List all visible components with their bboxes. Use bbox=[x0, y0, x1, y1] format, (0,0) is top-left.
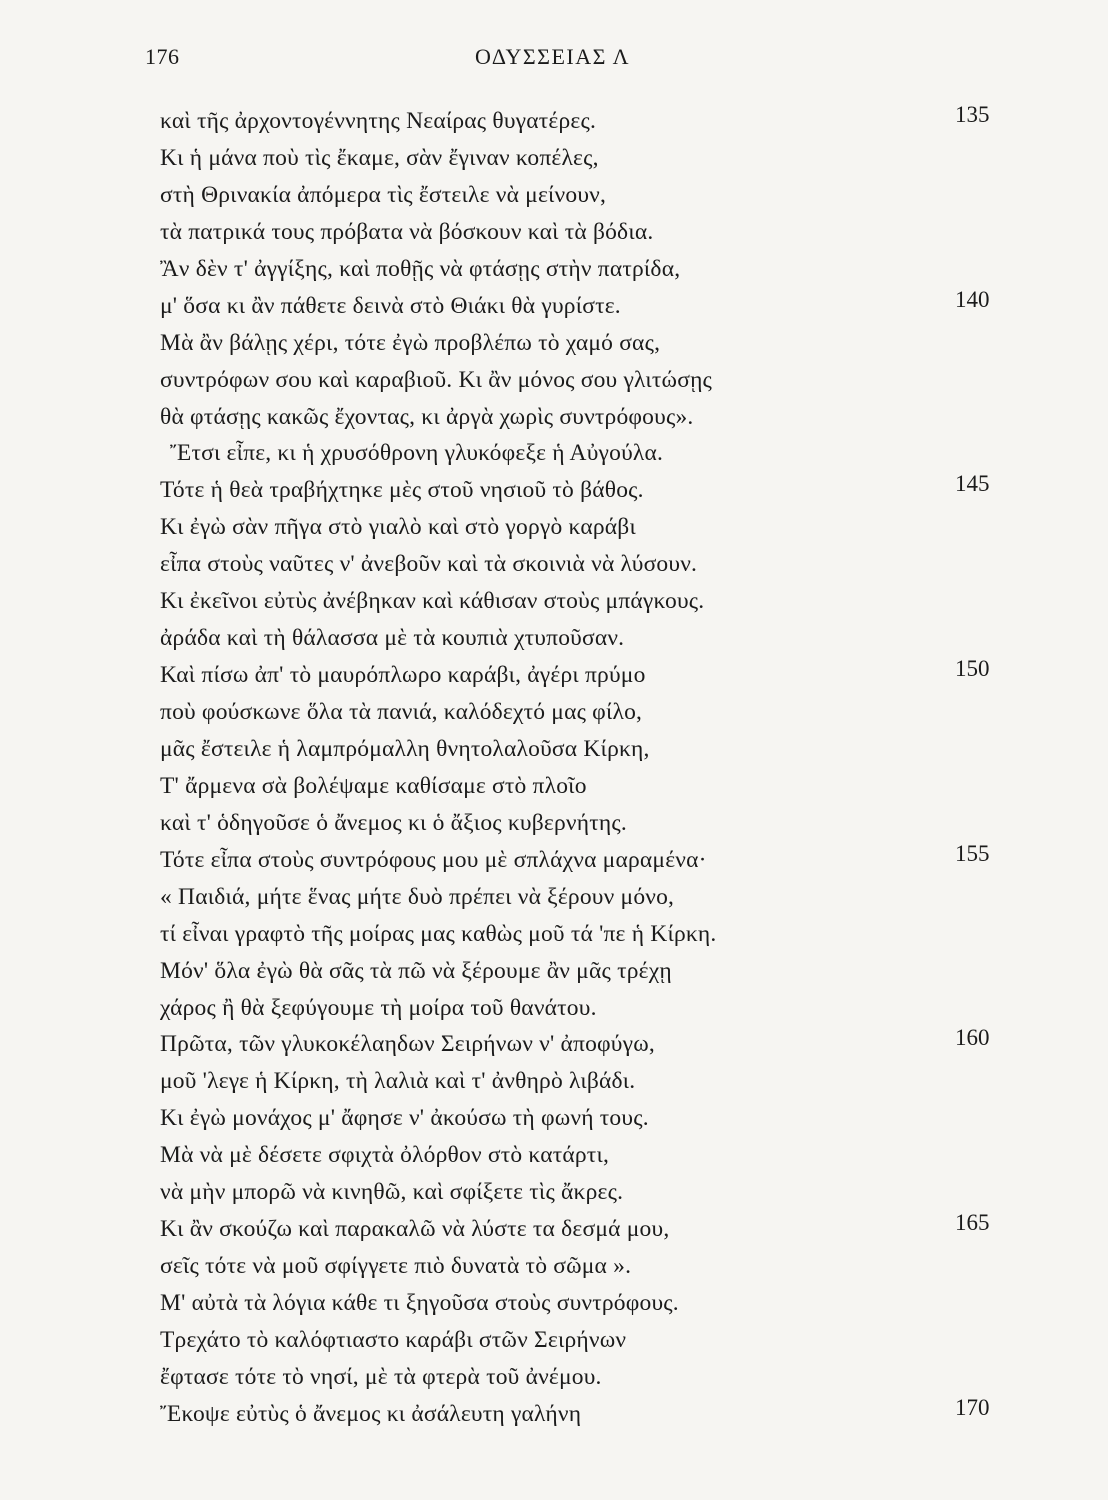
verse-text: Καὶ πίσω ἀπ' τὸ μαυρόπλωρο καράβι, ἀγέρι πρύμο bbox=[160, 662, 646, 689]
verse-text: Τ' ἄρμενα σὰ βολέψαμε καθίσαμε στὸ πλοῖο bbox=[160, 772, 587, 799]
verse-line bbox=[160, 805, 1000, 842]
verse-text: νὰ μὴν μπορῶ νὰ κινηθῶ, καὶ σφίξετε τὶς ἄκρες. bbox=[160, 1179, 624, 1206]
verse-line bbox=[160, 620, 1000, 657]
line-number: 140 bbox=[955, 286, 990, 312]
verse-text: μοῦ 'λεγε ἡ Κίρκη, τὴ λαλιὰ καὶ τ' ἀνθηρὸ λιβάδι. bbox=[160, 1068, 636, 1095]
verse-line bbox=[160, 1285, 1000, 1322]
verse-text: ἀράδα καὶ τὴ θάλασσα μὲ τὰ κουπιὰ χτυποῦσαν. bbox=[160, 625, 625, 652]
verse-text: ποὺ φούσκωνε ὅλα τὰ πανιά, καλόδεχτό μας φίλο, bbox=[160, 699, 643, 725]
verse-block bbox=[160, 103, 1000, 1433]
verse-line bbox=[160, 399, 1000, 436]
page-header bbox=[145, 44, 935, 80]
verse-line bbox=[160, 1026, 1000, 1063]
verse-text: ἔφτασε τότε τὸ νησί, μὲ τὰ φτερὰ τοῦ ἀνέμου. bbox=[160, 1363, 602, 1390]
verse-line bbox=[160, 583, 1000, 620]
verse-line bbox=[160, 435, 1000, 472]
verse-line bbox=[160, 1322, 1000, 1359]
verse-line bbox=[160, 251, 1000, 288]
verse-line bbox=[160, 140, 1000, 177]
verse-line bbox=[160, 694, 1000, 731]
verse-line bbox=[160, 546, 1000, 583]
verse-text: σεῖς τότε νὰ μοῦ σφίγγετε πιὸ δυνατὰ τὸ σῶμα ». bbox=[160, 1253, 632, 1280]
verse-text: τὰ πατρικά τους πρόβατα νὰ βόσκουν καὶ τὰ βόδια. bbox=[160, 218, 654, 245]
verse-text: Ἂν δὲν τ' ἀγγίξης, καὶ ποθῇς νὰ φτάσῃς στὴν πατρίδα, bbox=[160, 255, 681, 282]
verse-text: μ' ὅσα κι ἂν πάθετε δεινὰ στὸ Θιάκι θὰ γυρίστε. bbox=[160, 292, 621, 319]
verse-line bbox=[160, 1396, 1000, 1433]
line-number: 170 bbox=[955, 1394, 990, 1420]
verse-text: καὶ τ' ὁδηγοῦσε ὁ ἄνεμος κι ὁ ἄξιος κυβερνήτης. bbox=[160, 809, 627, 836]
verse-text: Κι ἐκεῖνοι εὐτὺς ἀνέβηκαν καὶ κάθισαν στοὺς μπάγκους. bbox=[160, 588, 705, 615]
verse-text: « Παιδιά, μήτε ἕνας μήτε δυὸ πρέπει νὰ ξέρουν μόνο, bbox=[160, 883, 675, 910]
verse-line bbox=[160, 103, 1000, 140]
verse-line bbox=[160, 362, 1000, 399]
verse-text: καὶ τῆς ἀρχοντογέννητης Νεαίρας θυγατέρες. bbox=[160, 108, 597, 134]
verse-line bbox=[160, 1174, 1000, 1211]
verse-line bbox=[160, 990, 1000, 1027]
line-number: 160 bbox=[955, 1025, 990, 1051]
verse-line bbox=[160, 879, 1000, 916]
verse-text: Μ' αὐτὰ τὰ λόγια κάθε τι ξηγοῦσα στοὺς συντρόφους. bbox=[160, 1290, 679, 1316]
verse-line bbox=[160, 1100, 1000, 1137]
line-number: 135 bbox=[955, 102, 990, 127]
verse-line bbox=[160, 288, 1000, 325]
verse-line bbox=[160, 1211, 1000, 1248]
verse-line bbox=[160, 916, 1000, 953]
verse-line bbox=[160, 1063, 1000, 1100]
verse-text: εἶπα στοὺς ναῦτες ν' ἀνεβοῦν καὶ τὰ σκοινιὰ νὰ λύσουν. bbox=[160, 551, 698, 578]
verse-line bbox=[160, 1359, 1000, 1396]
line-number: 150 bbox=[955, 656, 990, 682]
running-title: ΟΔΥΣΣΕΙΑΣ Λ bbox=[475, 44, 631, 69]
verse-text: Τότε ἡ θεὰ τραβήχτηκε μὲς στοῦ νησιοῦ τὸ βάθος. bbox=[160, 477, 644, 504]
verse-line bbox=[160, 842, 1000, 879]
line-number: 165 bbox=[955, 1210, 990, 1236]
verse-text: Μὰ νὰ μὲ δέσετε σφιχτὰ ὀλόρθον στὸ κατάρτι, bbox=[160, 1142, 610, 1169]
verse-text: Πρῶτα, τῶν γλυκοκέλαηδων Σειρήνων ν' ἀποφύγω, bbox=[160, 1031, 655, 1058]
verse-line bbox=[160, 731, 1000, 768]
verse-text: Ἔκοψε εὐτὺς ὁ ἄνεμος κι ἀσάλευτη γαλήνη bbox=[160, 1400, 582, 1427]
verse-text: Τότε εἶπα στοὺς συντρόφους μου μὲ σπλάχνα μαραμένα· bbox=[160, 846, 707, 873]
verse-text: Τρεχάτο τὸ καλόφτιαστο καράβι στῶν Σειρήνων bbox=[160, 1326, 627, 1353]
verse-text: Κι ἐγὼ μονάχος μ' ἄφησε ν' ἀκούσω τὴ φωνή τους. bbox=[160, 1105, 649, 1132]
verse-text: συντρόφων σου καὶ καραβιοῦ. Κι ἂν μόνος σου γλιτώσῃς bbox=[160, 366, 713, 393]
verse-text: στὴ Θρινακία ἀπόμερα τὶς ἔστειλε νὰ μείνουν, bbox=[160, 181, 607, 208]
verse-line bbox=[160, 1137, 1000, 1174]
verse-text: τί εἶναι γραφτὸ τῆς μοίρας μας καθὼς μοῦ τά 'πε ἡ Κίρκη. bbox=[160, 920, 717, 947]
verse-line bbox=[160, 953, 1000, 990]
verse-text: Μόν' ὅλα ἐγὼ θὰ σᾶς τὰ πῶ νὰ ξέρουμε ἂν μᾶς τρέχῃ bbox=[160, 957, 672, 984]
verse-line bbox=[160, 1248, 1000, 1285]
verse-line bbox=[160, 177, 1000, 214]
verse-line bbox=[160, 509, 1000, 546]
page-number: 176 bbox=[145, 44, 180, 69]
verse-text: Μὰ ἂν βάλῃς χέρι, τότε ἐγὼ προβλέπω τὸ χαμό σας, bbox=[160, 329, 661, 356]
verse-line bbox=[160, 768, 1000, 805]
verse-text: Ἔτσι εἶπε, κι ἡ χρυσόθρονη γλυκόφεξε ἡ Αὐγούλα. bbox=[170, 440, 664, 467]
verse-text: Κι ἐγὼ σὰν πῆγα στὸ γιαλὸ καὶ στὸ γοργὸ καράβι bbox=[160, 514, 636, 541]
verse-text: θὰ φτάσῃς κακῶς ἔχοντας, κι ἀργὰ χωρὶς συντρόφους». bbox=[160, 403, 694, 430]
line-number: 145 bbox=[955, 471, 990, 497]
verse-line bbox=[160, 472, 1000, 509]
verse-text: μᾶς ἔστειλε ἡ λαμπρόμαλλη θνητολαλοῦσα Κίρκη, bbox=[160, 735, 650, 762]
verse-line bbox=[160, 657, 1000, 694]
verse-text: Κι ἡ μάνα ποὺ τὶς ἔκαμε, σὰν ἔγιναν κοπέλες, bbox=[160, 144, 599, 171]
line-number: 155 bbox=[955, 840, 990, 866]
verse-line bbox=[160, 325, 1000, 362]
verse-line bbox=[160, 214, 1000, 251]
verse-text: χάρος ἢ θὰ ξεφύγουμε τὴ μοίρα τοῦ θανάτου. bbox=[160, 994, 597, 1021]
verse-text: Κι ἂν σκούζω καὶ παρακαλῶ νὰ λύστε τα δεσμά μου, bbox=[160, 1216, 670, 1243]
